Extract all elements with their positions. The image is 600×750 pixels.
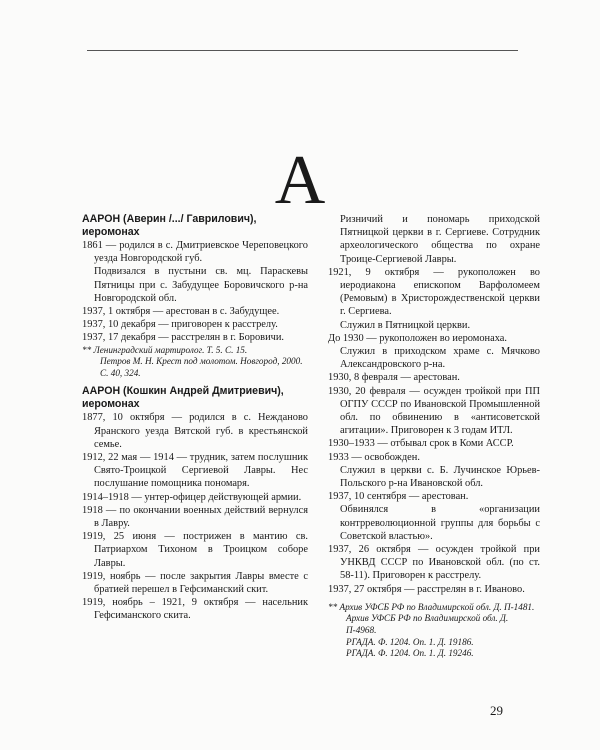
right-column	[328, 213, 540, 660]
section-letter: А	[274, 142, 326, 219]
biography-paragraph: Обвинялся в «организации контрреволюционной группы для борьбы с Советской властью».	[340, 504, 540, 542]
chronology-entry: До 1930 — рукоположен во иеромонаха.	[328, 332, 507, 344]
chronology-entry: 1919, ноябрь — после закрытия Лавры вместе с братией перешел в Гефсиманский скит.	[82, 570, 308, 596]
source-reference: РГАДА. Ф. 1204. Оп. 1. Д. 19186.	[346, 636, 474, 647]
chronology-entry: 1914–1918 — унтер-офицер действующей армии.	[82, 491, 302, 503]
chronology-entry: 1933 — освобожден.	[328, 451, 420, 463]
biography-paragraph: Служил в церкви с. Б. Лучинское Юрьев-Польского р-на Ивановской обл.	[340, 464, 540, 490]
page-number: 29	[490, 703, 503, 718]
entry-heading: иеромонах	[82, 226, 140, 238]
source-reference: РГАДА. Ф. 1204. Оп. 1. Д. 19246.	[346, 648, 474, 659]
chronology-entry: 1861 — родился в с. Дмитриевское Череповецкого уезда Новгородской губ.	[82, 240, 308, 265]
source-reference: ** Ленинградский мартиролог. Т. 5. С. 15.	[82, 344, 248, 355]
entry-heading: ААРОН (Кошкин Андрей Дмитриевич),	[82, 385, 284, 398]
chronology-entry: 1919, ноябрь – 1921, 9 октября — насельник Гефсиманского скита.	[82, 597, 308, 622]
source-reference: Архив УФСБ РФ по Владимирской обл. Д. П-4968.	[346, 613, 509, 636]
chronology-entry: 1930, 8 февраля — арестован.	[328, 372, 460, 384]
biography-paragraph: Служил в Пятницкой церкви.	[340, 319, 471, 331]
chronology-entry: 1937, 10 сентября — арестован.	[328, 491, 469, 503]
chronology-entry: 1921, 9 октября — рукоположен во иеродиакона епископом Варфоломеем (Ремовым) в Христорождественской церкви г. Сергиева.	[328, 266, 540, 318]
chronology-entry: 1877, 10 октября — родился в с. Нежданово Яранского уезда Вятской губ. в крестьянской семье.	[82, 412, 308, 450]
chronology-entry: 1937, 1 октября — арестован в с. Забудущее.	[82, 306, 280, 318]
chronology-entry: 1937, 27 октября — расстрелян в г. Иваново.	[328, 583, 525, 595]
chronology-entry: 1930–1933 — отбывал срок в Коми АССР.	[328, 438, 514, 450]
biography-paragraph: Служил в приходском храме с. Мячково Александровского р-на.	[340, 346, 540, 371]
chronology-entry: 1937, 10 декабря — приговорен к расстрелу.	[82, 319, 278, 331]
chronology-entry: 1919, 25 июня — пострижен в мантию св. Патриархом Тихоном в Троицком соборе Лавры.	[82, 531, 308, 569]
source-reference: Петров М. Н. Крест под молотом. Новгород, 2000. С. 40, 324.	[100, 356, 303, 378]
biography-paragraph: Ризничий и пономарь приходской Пятницкой церкви в г. Сергиеве. Сотрудник археологического общества по охране Троице-Сергиевой Лавры.	[340, 214, 540, 265]
entry-heading: иеромонах	[82, 398, 140, 411]
left-column	[82, 213, 308, 623]
chronology-entry: 1937, 26 октября — осужден тройкой при УНКВД СССР по Ивановской обл. (по ст. 58-11). Приговорен к расстрелу.	[328, 544, 540, 582]
chronology-entry: 1937, 17 декабря — расстрелян в г. Боровичи.	[82, 332, 285, 344]
entry-heading: ААРОН (Аверин /.../ Гаврилович),	[82, 213, 257, 225]
top-rule	[87, 50, 518, 51]
chronology-entry: 1912, 22 мая — 1914 — трудник, затем послушник Свято-Троицкой Сергиевой Лавры. Нес послушание помощника пономаря.	[82, 452, 308, 490]
biography-paragraph: Подвизался в пустыни св. мц. Параскевы Пятницы при с. Забудущее Боровичского р-на Новгородской обл.	[94, 266, 308, 304]
chronology-entry: 1918 — по окончании военных действий вернулся в Лавру.	[82, 504, 308, 530]
chronology-entry: 1930, 20 февраля — осужден тройкой при ПП ОГПУ СССР по Ивановской Промышленной обл. по обвинению в «антисоветской агитации». Приговорен к 3 годам ИТЛ.	[328, 385, 540, 437]
source-reference: ** Архив УФСБ РФ по Владимирской обл. Д. П-1481.	[328, 601, 535, 612]
